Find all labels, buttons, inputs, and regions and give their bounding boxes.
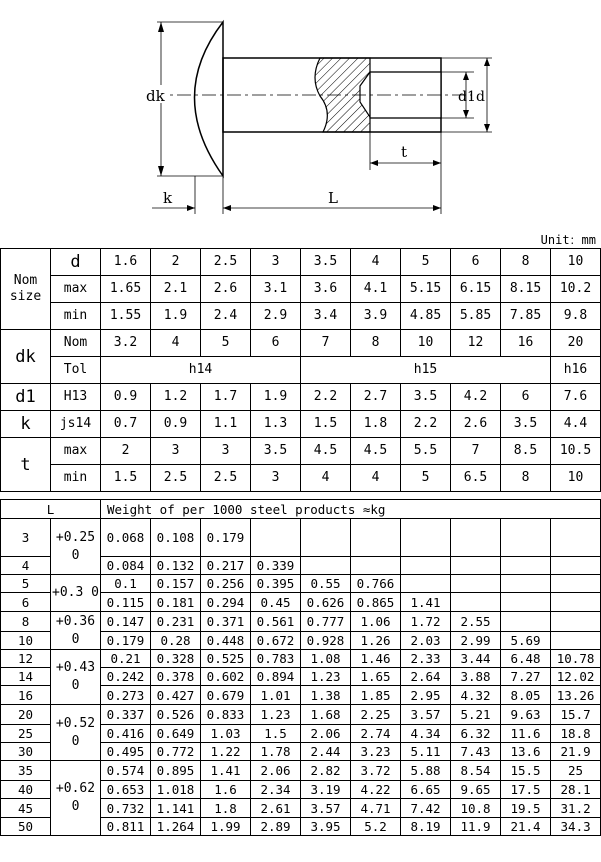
t-max-cell: 8.5 [501,438,551,465]
t-max-cell: 5.5 [401,438,451,465]
d-min-cell: 5.85 [451,303,501,330]
weight-cell: 1.78 [251,743,301,761]
weight-cell: 21.9 [551,743,601,761]
weight-cell: 11.6 [501,725,551,743]
d-max-cell: 6.15 [451,276,501,303]
weight-cell: 1.018 [151,781,201,799]
dk-row-label: dk [1,330,51,384]
weight-cell: 0.55 [301,575,351,593]
weight-cell [351,557,401,575]
t-max-cell: 3 [201,438,251,465]
t-label: t [401,143,408,161]
d-max-cell: 1.65 [101,276,151,303]
tolerance-cell: +0.43 0 [51,650,101,705]
d-min-cell: 7.85 [501,303,551,330]
weight-cell: 0.865 [351,593,401,612]
weight-cell: 2.95 [401,686,451,705]
weight-cell: 1.264 [151,818,201,836]
weight-cell: 31.2 [551,799,601,818]
weight-cell: 4.22 [351,781,401,799]
d-min-cell: 1.55 [101,303,151,330]
weight-cell: 5.2 [351,818,401,836]
t-max-cell: 2 [101,438,151,465]
d-max-cell: 5.15 [401,276,451,303]
weight-cell: 5.11 [401,743,451,761]
weight-cell: 2.03 [401,632,451,650]
weight-cell [551,575,601,593]
weight-cell: 6.32 [451,725,501,743]
weight-cell: 2.55 [451,612,501,632]
weight-cell: 3.19 [301,781,351,799]
d1-cell: 4.2 [451,384,501,411]
weight-cell: 2.06 [301,725,351,743]
weight-cell: 0.328 [151,650,201,668]
weight-cell: 6.48 [501,650,551,668]
t-max-cell: 4.5 [351,438,401,465]
weight-cell [501,557,551,575]
weight-cell: 0.679 [201,686,251,705]
weight-cell [401,575,451,593]
weight-cell: 1.41 [401,593,451,612]
k-cell: 1.8 [351,411,401,438]
weight-cell: 1.72 [401,612,451,632]
rivet-head [195,22,224,176]
weight-cell: 18.8 [551,725,601,743]
t-min-cell: 1.5 [101,465,151,492]
weight-cell: 0.602 [201,668,251,686]
weight-cell: 25 [551,761,601,781]
t-min-label: min [51,465,101,492]
weight-cell: 4.34 [401,725,451,743]
weight-cell: 13.26 [551,686,601,705]
k-cell: 0.7 [101,411,151,438]
weight-cell: 0.448 [201,632,251,650]
dk-nom-cell: 7 [301,330,351,357]
weight-cell: 0.894 [251,668,301,686]
t-min-cell: 10 [551,465,601,492]
dk-nom-cell: 10 [401,330,451,357]
weight-cell [401,557,451,575]
weight-cell: 0.525 [201,650,251,668]
L-label: L [328,189,338,207]
weight-cell: 0.084 [101,557,151,575]
unit-label: Unit：mm [540,233,596,247]
weight-cell: 0.147 [101,612,151,632]
k-cell: 0.9 [151,411,201,438]
L-cell: 12 [1,650,51,668]
weight-cell: 0.108 [151,519,201,557]
weight-cell: 0.21 [101,650,151,668]
tolerance-cell: +0.3 0 [51,575,101,612]
spec-table [0,248,601,492]
weight-cell [451,557,501,575]
d-row-label: d [51,249,101,276]
weight-cell [501,593,551,612]
d-max-cell: 3.6 [301,276,351,303]
L-header: L [1,500,101,519]
L-cell: 8 [1,612,51,632]
d-max-cell: 2.6 [201,276,251,303]
weight-cell [551,612,601,632]
weight-cell: 1.68 [301,705,351,725]
weight-cell [401,519,451,557]
k-cell: 2.2 [401,411,451,438]
L-cell: 45 [1,799,51,818]
weight-cell: 13.6 [501,743,551,761]
weight-cell: 2.33 [401,650,451,668]
t-min-cell: 4 [301,465,351,492]
d1-cell: 1.7 [201,384,251,411]
weight-cell: 0.217 [201,557,251,575]
weight-cell: 0.626 [301,593,351,612]
weight-cell: 5.69 [501,632,551,650]
weight-cell: 1.26 [351,632,401,650]
weight-cell: 2.74 [351,725,401,743]
k-cell: 3.5 [501,411,551,438]
t-row-label: t [1,438,51,492]
d-min-cell: 4.85 [401,303,451,330]
weight-cell [251,519,301,557]
weight-cell: 5.88 [401,761,451,781]
weight-cell: 8.19 [401,818,451,836]
d1-row-label: d1 [1,384,51,411]
tolerance-cell: +0.36 0 [51,612,101,650]
nom-label: Nom [51,330,101,357]
d-min-cell: 2.9 [251,303,301,330]
dk-tol-h14: h14 [101,357,301,384]
weight-cell [301,557,351,575]
d-max-cell: 4.1 [351,276,401,303]
weight-cell: 7.27 [501,668,551,686]
weight-cell: 3.72 [351,761,401,781]
weight-cell: 21.4 [501,818,551,836]
size-cell: 6 [451,249,501,276]
k-label: k [163,189,173,207]
table-row [1,575,601,593]
weight-cell: 0.132 [151,557,201,575]
weight-cell: 7.43 [451,743,501,761]
weight-cell: 0.495 [101,743,151,761]
k-cell: 1.3 [251,411,301,438]
table-row [1,705,601,725]
d-max-cell: 10.2 [551,276,601,303]
d1-cell: 6 [501,384,551,411]
dk-tol-h16: h16 [551,357,601,384]
rivet-drawing [0,0,601,232]
d1-cell: 2.2 [301,384,351,411]
d-min-cell: 2.4 [201,303,251,330]
weight-cell [451,519,501,557]
k-cell: 4.4 [551,411,601,438]
nom-size-label: Nom size [1,249,51,330]
size-cell: 1.6 [101,249,151,276]
weight-cell: 8.05 [501,686,551,705]
dk-tol-h15: h15 [301,357,551,384]
k-tol: js14 [51,411,101,438]
k-cell: 2.6 [451,411,501,438]
t-max-cell: 4.5 [301,438,351,465]
weight-cell: 0.1 [101,575,151,593]
weight-cell: 0.732 [101,799,151,818]
table-row [1,650,601,668]
dk-label: dk [146,87,165,105]
dk-nom-cell: 3.2 [101,330,151,357]
size-cell: 3.5 [301,249,351,276]
weight-header: Weight of per 1000 steel products ≈kg [101,500,601,519]
size-cell: 4 [351,249,401,276]
weight-cell [301,519,351,557]
weight-cell: 1.46 [351,650,401,668]
weight-cell: 0.115 [101,593,151,612]
weight-cell: 2.99 [451,632,501,650]
L-cell: 50 [1,818,51,836]
min-label: min [51,303,101,330]
weight-cell: 3.57 [401,705,451,725]
dk-nom-cell: 20 [551,330,601,357]
weight-cell: 1.99 [201,818,251,836]
d1-label: d1 [458,89,476,105]
weight-cell [451,593,501,612]
L-cell: 16 [1,686,51,705]
weight-cell: 0.895 [151,761,201,781]
size-cell: 5 [401,249,451,276]
weight-cell: 10.78 [551,650,601,668]
weight-cell: 0.783 [251,650,301,668]
weight-cell: 0.157 [151,575,201,593]
weight-cell: 11.9 [451,818,501,836]
d-max-cell: 3.1 [251,276,301,303]
weight-cell: 0.561 [251,612,301,632]
weight-cell: 0.337 [101,705,151,725]
weight-cell: 4.71 [351,799,401,818]
weight-cell: 0.068 [101,519,151,557]
weight-cell: 1.23 [251,705,301,725]
table-row [1,612,601,632]
weight-cell: 7.42 [401,799,451,818]
weight-cell: 1.22 [201,743,251,761]
weight-cell: 0.427 [151,686,201,705]
weight-cell: 1.38 [301,686,351,705]
weight-cell: 0.181 [151,593,201,612]
weight-cell: 0.273 [101,686,151,705]
weight-cell: 1.8 [201,799,251,818]
t-min-cell: 6.5 [451,465,501,492]
weight-cell: 0.179 [201,519,251,557]
weight-cell: 3.95 [301,818,351,836]
tolerance-cell: +0.52 0 [51,705,101,761]
weight-cell: 1.01 [251,686,301,705]
d1-tol: H13 [51,384,101,411]
weight-cell: 3.57 [301,799,351,818]
t-min-cell: 8 [501,465,551,492]
d-min-cell: 1.9 [151,303,201,330]
weight-cell: 2.64 [401,668,451,686]
d-label: d [476,89,485,105]
tolerance-cell: +0.25 0 [51,519,101,575]
t-min-cell: 5 [401,465,451,492]
d1-cell: 1.2 [151,384,201,411]
weight-cell: 3.88 [451,668,501,686]
k-row-label: k [1,411,51,438]
L-cell: 30 [1,743,51,761]
d1-cell: 2.7 [351,384,401,411]
L-cell: 4 [1,557,51,575]
weight-cell: 2.44 [301,743,351,761]
weight-cell: 9.65 [451,781,501,799]
weight-cell: 0.339 [251,557,301,575]
weight-cell: 0.45 [251,593,301,612]
weight-cell [501,575,551,593]
tol-label: Tol [51,357,101,384]
L-cell: 5 [1,575,51,593]
weight-cell: 1.06 [351,612,401,632]
weight-cell [501,519,551,557]
weight-cell: 1.08 [301,650,351,668]
weight-cell: 0.395 [251,575,301,593]
size-cell: 2 [151,249,201,276]
d-min-cell: 3.9 [351,303,401,330]
k-cell: 1.5 [301,411,351,438]
weight-cell: 0.777 [301,612,351,632]
weight-cell: 0.574 [101,761,151,781]
weight-cell: 0.526 [151,705,201,725]
weight-cell: 0.28 [151,632,201,650]
weight-cell: 1.03 [201,725,251,743]
weight-cell: 0.811 [101,818,151,836]
size-cell: 10 [551,249,601,276]
weight-cell: 0.653 [101,781,151,799]
weight-cell: 0.928 [301,632,351,650]
t-min-cell: 2.5 [151,465,201,492]
table-row [1,519,601,557]
d1-cell: 7.6 [551,384,601,411]
L-cell: 10 [1,632,51,650]
weight-cell: 8.54 [451,761,501,781]
weight-cell: 2.25 [351,705,401,725]
weight-cell: 1.5 [251,725,301,743]
L-cell: 3 [1,519,51,557]
k-cell: 1.1 [201,411,251,438]
t-max-cell: 10.5 [551,438,601,465]
weight-cell [551,519,601,557]
d-min-cell: 9.8 [551,303,601,330]
dk-nom-cell: 16 [501,330,551,357]
weight-cell: 2.82 [301,761,351,781]
weight-cell [551,632,601,650]
t-min-cell: 4 [351,465,401,492]
weight-cell: 0.242 [101,668,151,686]
weight-cell: 2.61 [251,799,301,818]
size-cell: 2.5 [201,249,251,276]
weight-cell: 15.5 [501,761,551,781]
L-cell: 40 [1,781,51,799]
d-max-cell: 2.1 [151,276,201,303]
weight-cell: 1.85 [351,686,401,705]
L-cell: 25 [1,725,51,743]
weight-cell: 3.23 [351,743,401,761]
weight-cell: 0.179 [101,632,151,650]
weight-cell: 0.672 [251,632,301,650]
weight-cell: 1.65 [351,668,401,686]
t-max-cell: 7 [451,438,501,465]
weight-cell: 12.02 [551,668,601,686]
weight-cell [451,575,501,593]
max-label: max [51,276,101,303]
t-min-cell: 2.5 [201,465,251,492]
t-max-label: max [51,438,101,465]
weight-cell: 5.21 [451,705,501,725]
weight-cell [351,519,401,557]
weight-cell: 0.649 [151,725,201,743]
weight-cell: 0.371 [201,612,251,632]
L-cell: 35 [1,761,51,781]
d1-cell: 3.5 [401,384,451,411]
weight-cell: 2.89 [251,818,301,836]
weight-cell: 0.294 [201,593,251,612]
dk-nom-cell: 8 [351,330,401,357]
weight-cell [551,557,601,575]
weight-cell: 19.5 [501,799,551,818]
weight-cell: 1.23 [301,668,351,686]
d1-cell: 0.9 [101,384,151,411]
d-max-cell: 8.15 [501,276,551,303]
weight-cell: 15.7 [551,705,601,725]
size-cell: 8 [501,249,551,276]
weight-cell: 0.416 [101,725,151,743]
weight-cell: 1.141 [151,799,201,818]
t-max-cell: 3 [151,438,201,465]
dk-nom-cell: 5 [201,330,251,357]
dk-nom-cell: 4 [151,330,201,357]
weight-cell: 0.772 [151,743,201,761]
weight-cell: 4.32 [451,686,501,705]
weight-cell: 0.256 [201,575,251,593]
weight-cell: 1.6 [201,781,251,799]
weight-cell: 0.231 [151,612,201,632]
t-min-cell: 3 [251,465,301,492]
L-cell: 20 [1,705,51,725]
weight-cell: 10.8 [451,799,501,818]
weight-cell: 17.5 [501,781,551,799]
weight-cell [551,593,601,612]
weight-cell: 1.41 [201,761,251,781]
weight-cell: 0.378 [151,668,201,686]
weight-cell: 2.06 [251,761,301,781]
weight-cell: 6.65 [401,781,451,799]
L-cell: 14 [1,668,51,686]
size-cell: 3 [251,249,301,276]
table-row [1,761,601,781]
weight-cell: 34.3 [551,818,601,836]
d1-cell: 1.9 [251,384,301,411]
t-max-cell: 3.5 [251,438,301,465]
weight-cell: 0.766 [351,575,401,593]
weight-cell: 0.833 [201,705,251,725]
weight-table [0,499,601,836]
weight-cell: 2.34 [251,781,301,799]
dk-nom-cell: 12 [451,330,501,357]
dk-nom-cell: 6 [251,330,301,357]
tolerance-cell: +0.62 0 [51,761,101,836]
weight-cell: 3.44 [451,650,501,668]
d-min-cell: 3.4 [301,303,351,330]
weight-cell [501,612,551,632]
L-cell: 6 [1,593,51,612]
weight-cell: 28.1 [551,781,601,799]
weight-cell: 9.63 [501,705,551,725]
